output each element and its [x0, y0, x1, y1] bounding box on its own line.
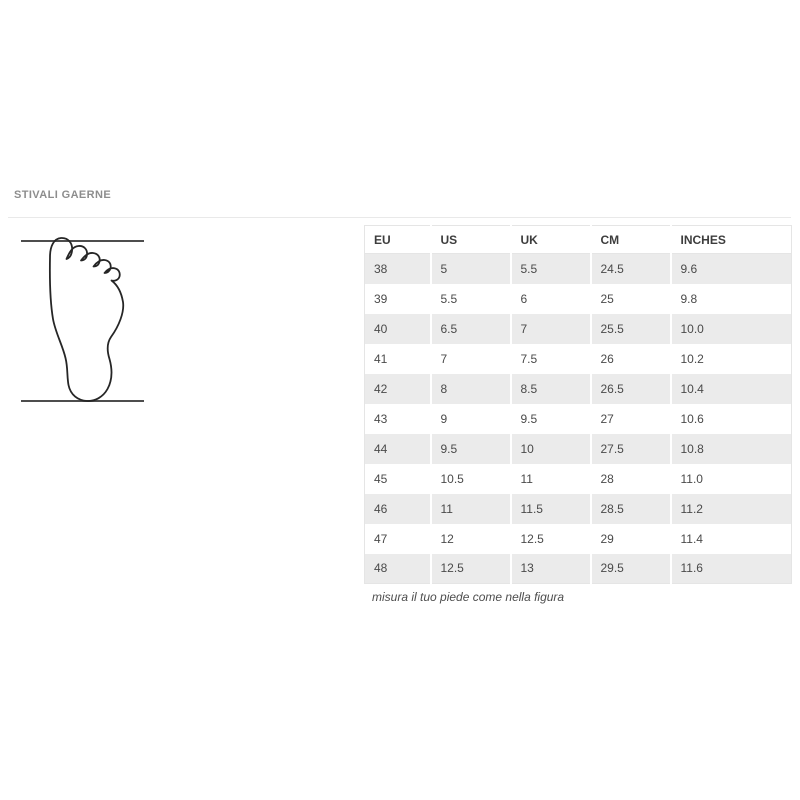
size-cell: 26.5: [591, 374, 671, 404]
size-row-eu-40: [365, 314, 792, 344]
page-title: STIVALI GAERNE: [14, 189, 112, 201]
size-cell: 12: [431, 524, 511, 554]
size-row-eu-46: [365, 494, 792, 524]
size-row-eu-47: [365, 524, 792, 554]
size-cell: 7.5: [511, 344, 591, 374]
size-row-eu-39: [365, 284, 792, 314]
size-row-eu-42: [365, 374, 792, 404]
size-cell: 6: [511, 284, 591, 314]
size-cell: 10.5: [431, 464, 511, 494]
size-cell: 27: [591, 404, 671, 434]
size-cell: 43: [365, 404, 431, 434]
size-cell: 25: [591, 284, 671, 314]
size-cell: 12.5: [431, 554, 511, 584]
size-cell: 11.5: [511, 494, 591, 524]
size-cell: 27.5: [591, 434, 671, 464]
column-header-us: US: [431, 226, 511, 254]
size-cell: 28.5: [591, 494, 671, 524]
foot-outline-icon: [50, 238, 123, 401]
size-cell: 6.5: [431, 314, 511, 344]
size-cell: 47: [365, 524, 431, 554]
size-cell: 8: [431, 374, 511, 404]
size-cell: 10.8: [671, 434, 792, 464]
section-divider: [8, 217, 791, 218]
size-cell: 38: [365, 254, 431, 284]
size-cell: 9.5: [511, 404, 591, 434]
column-header-eu: EU: [365, 226, 431, 254]
size-row-eu-38: [365, 254, 792, 284]
size-cell: 5.5: [511, 254, 591, 284]
size-cell: 46: [365, 494, 431, 524]
size-cell: 10.6: [671, 404, 792, 434]
size-cell: 39: [365, 284, 431, 314]
size-cell: 29: [591, 524, 671, 554]
size-cell: 41: [365, 344, 431, 374]
size-cell: 9.6: [671, 254, 792, 284]
column-header-cm: CM: [591, 226, 671, 254]
size-cell: 10.0: [671, 314, 792, 344]
size-cell: 28: [591, 464, 671, 494]
size-row-eu-45: [365, 464, 792, 494]
size-cell: 11.6: [671, 554, 792, 584]
size-row-eu-43: [365, 404, 792, 434]
size-cell: 10: [511, 434, 591, 464]
size-cell: 10.4: [671, 374, 792, 404]
size-cell: 48: [365, 554, 431, 584]
size-cell: 5: [431, 254, 511, 284]
size-row-eu-48: [365, 554, 792, 584]
size-row-eu-44: [365, 434, 792, 464]
size-cell: 11.0: [671, 464, 792, 494]
column-header-inches: INCHES: [671, 226, 792, 254]
size-cell: 11.4: [671, 524, 792, 554]
size-cell: 7: [511, 314, 591, 344]
size-cell: 45: [365, 464, 431, 494]
size-cell: 13: [511, 554, 591, 584]
size-cell: 9.5: [431, 434, 511, 464]
size-cell: 12.5: [511, 524, 591, 554]
size-cell: 9.8: [671, 284, 792, 314]
size-cell: 11: [431, 494, 511, 524]
size-cell: 29.5: [591, 554, 671, 584]
size-cell: 11: [511, 464, 591, 494]
size-cell: 10.2: [671, 344, 792, 374]
size-cell: 40: [365, 314, 431, 344]
size-cell: 25.5: [591, 314, 671, 344]
size-conversion-table: [364, 225, 792, 584]
size-table-header: [365, 226, 792, 254]
size-cell: 11.2: [671, 494, 792, 524]
column-header-uk: UK: [511, 226, 591, 254]
size-cell: 8.5: [511, 374, 591, 404]
size-cell: 5.5: [431, 284, 511, 314]
size-cell: 9: [431, 404, 511, 434]
foot-measurement-diagram: [10, 227, 160, 417]
size-cell: 44: [365, 434, 431, 464]
size-cell: 26: [591, 344, 671, 374]
size-row-eu-41: [365, 344, 792, 374]
size-cell: 7: [431, 344, 511, 374]
size-cell: 42: [365, 374, 431, 404]
size-table-body: [365, 254, 792, 584]
measurement-note: misura il tuo piede come nella figura: [372, 590, 565, 604]
size-cell: 24.5: [591, 254, 671, 284]
header-row: [365, 226, 792, 254]
